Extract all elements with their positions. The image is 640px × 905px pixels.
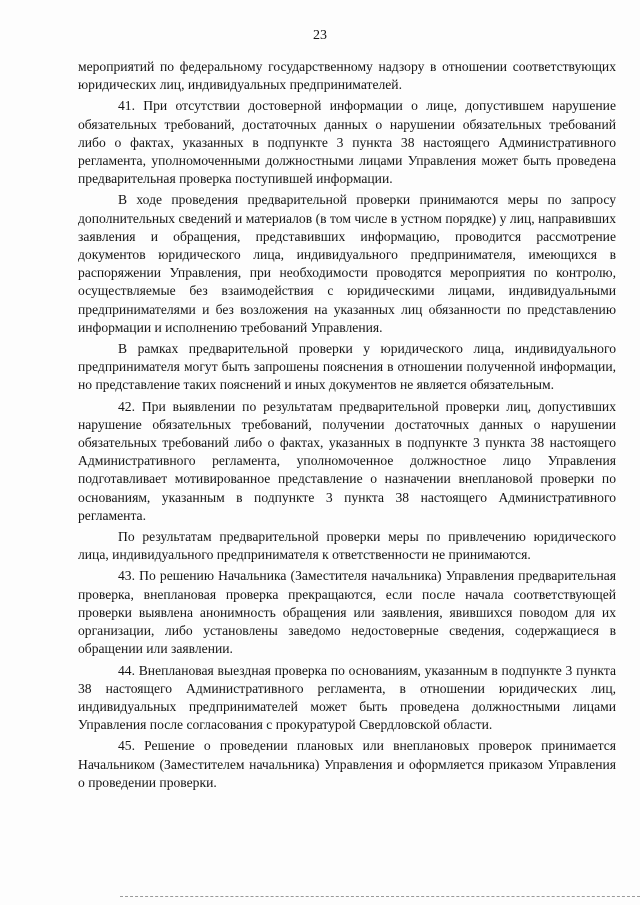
paragraph-41-measures: В ходе проведения предварительной проверки принимаются меры по запросу дополнительных сведений и материалов (в том числе в устном порядке) у лиц, направивших заявления и обращения, представивших информацию, проводится рассмотрение документов юридического лица, индивидуального предпринимателя, имеющихся в распоряжении Управления, при необходимости проводятся мероприятия по контролю, осуществляемые без взаимодействия с юридическими лицами, индивидуальными предпринимателями и без возложения на указанных лиц обязанности по представлению информации и исполнению требований Управления. (78, 192, 616, 335)
document-body (78, 58, 616, 795)
page-number: 23 (313, 28, 327, 43)
paragraph-44: 44. Внеплановая выездная проверка по основаниям, указанным в подпункте 3 пункта 38 настоящего Административного регламента, в отношении юридических лиц, индивидуальных предпринимателей может быть проведена должностными лицами Управления после согласования с прокуратурой Свердловской области. (78, 662, 616, 733)
paragraph-42-liability: По результатам предварительной проверки меры по привлечению юридического лица, индивидуального предпринимателя к ответственности не принимаются. (78, 529, 616, 563)
paragraph-41: 41. При отсутствии достоверной информации о лице, допустившем нарушение обязательных требований, достаточных данных о нарушении обязательных требований либо о фактах, указанных в подпункте 3 пункта 38 настоящего Административного регламента, уполномоченными должностными лицами Управления может быть проведена предварительная проверка поступившей информации. (78, 98, 616, 187)
paragraph-41-explanations: В рамках предварительной проверки у юридического лица, индивидуального предпринимателя могут быть запрошены пояснения в отношении полученной информации, но представление таких пояснений и иных документов не является обязательным. (78, 341, 616, 393)
paragraph-43: 43. По решению Начальника (Заместителя начальника) Управления предварительная проверка, внеплановая проверка прекращаются, если после начала соответствующей проверки выявлена анонимность обращения или заявления, явившихся поводом для их организации, либо установлены заведомо недостоверные сведения, содержащиеся в обращении или заявлении. (78, 568, 616, 657)
paragraph-45: 45. Решение о проведении плановых или внеплановых проверок принимается Начальником (Заместителем начальника) Управления и оформляется приказом Управления о проведении проверки. (78, 738, 616, 790)
scan-edge-line (120, 896, 640, 898)
paragraph-continuation: мероприятий по федеральному государственному надзору в отношении соответствующих юридических лиц, индивидуальных предпринимателей. (78, 59, 616, 93)
paragraph-42: 42. При выявлении по результатам предварительной проверки лиц, допустивших нарушение обязательных требований, получении достаточных данных о нарушении обязательных требований либо о фактах, указанных в подпункте 3 пункта 38 настоящего Административного регламента, уполномоченное должностное лицо Управления подготавливает мотивированное представление о назначении внеплановой проверки по основаниям, указанным в подпункте 3 пункта 38 настоящего Административного регламента. (78, 398, 616, 523)
